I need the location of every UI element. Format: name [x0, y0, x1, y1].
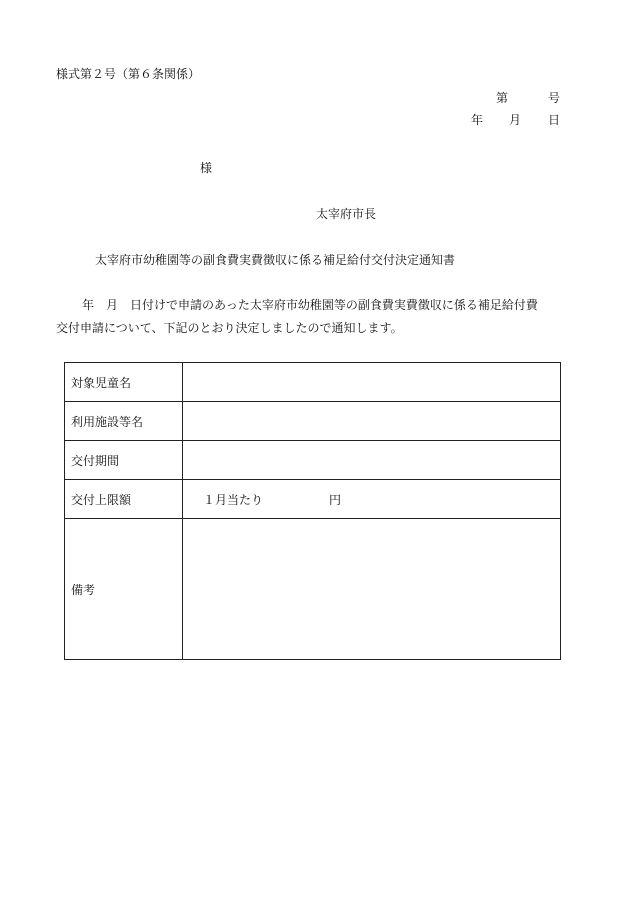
table-row	[65, 402, 561, 441]
body-line-2: 交付申請について、下記のとおり決定しましたので通知します。	[56, 321, 403, 335]
doc-number-prefix: 第	[496, 91, 509, 105]
row-value	[183, 402, 561, 441]
row-label: 利用施設等名	[65, 402, 183, 441]
row-label: 交付期間	[65, 441, 183, 480]
addressee-honorific: 様	[200, 161, 213, 175]
table-row	[65, 480, 561, 519]
issuer: 太宰府市長	[316, 207, 377, 221]
row-label: 交付上限額	[65, 480, 183, 519]
limit-per-month: １月当たり	[203, 492, 264, 507]
row-value	[183, 441, 561, 480]
table-row	[65, 441, 561, 480]
yen-unit: 円	[329, 492, 342, 507]
body-line-1	[82, 298, 538, 312]
body-line1-rest: 日付けで申請のあった太宰府市幼稚園等の副食費実費徴収に係る補足給付費	[130, 298, 538, 312]
row-value	[183, 519, 561, 660]
date-month: 月	[509, 113, 522, 127]
body-year: 年	[82, 298, 95, 312]
row-value	[183, 480, 561, 519]
table-row	[65, 363, 561, 402]
doc-number-suffix: 号	[548, 91, 561, 105]
table-row	[65, 519, 561, 660]
body-month: 月	[106, 298, 119, 312]
decision-table	[64, 362, 561, 660]
row-label: 備考	[65, 519, 183, 660]
date-day: 日	[548, 113, 561, 127]
form-number: 様式第２号（第６条関係）	[56, 67, 201, 81]
document-title: 太宰府市幼稚園等の副食費実費徴収に係る補足給付交付決定通知書	[95, 253, 456, 267]
row-label: 対象児童名	[65, 363, 183, 402]
row-value	[183, 363, 561, 402]
date-year: 年	[471, 113, 484, 127]
